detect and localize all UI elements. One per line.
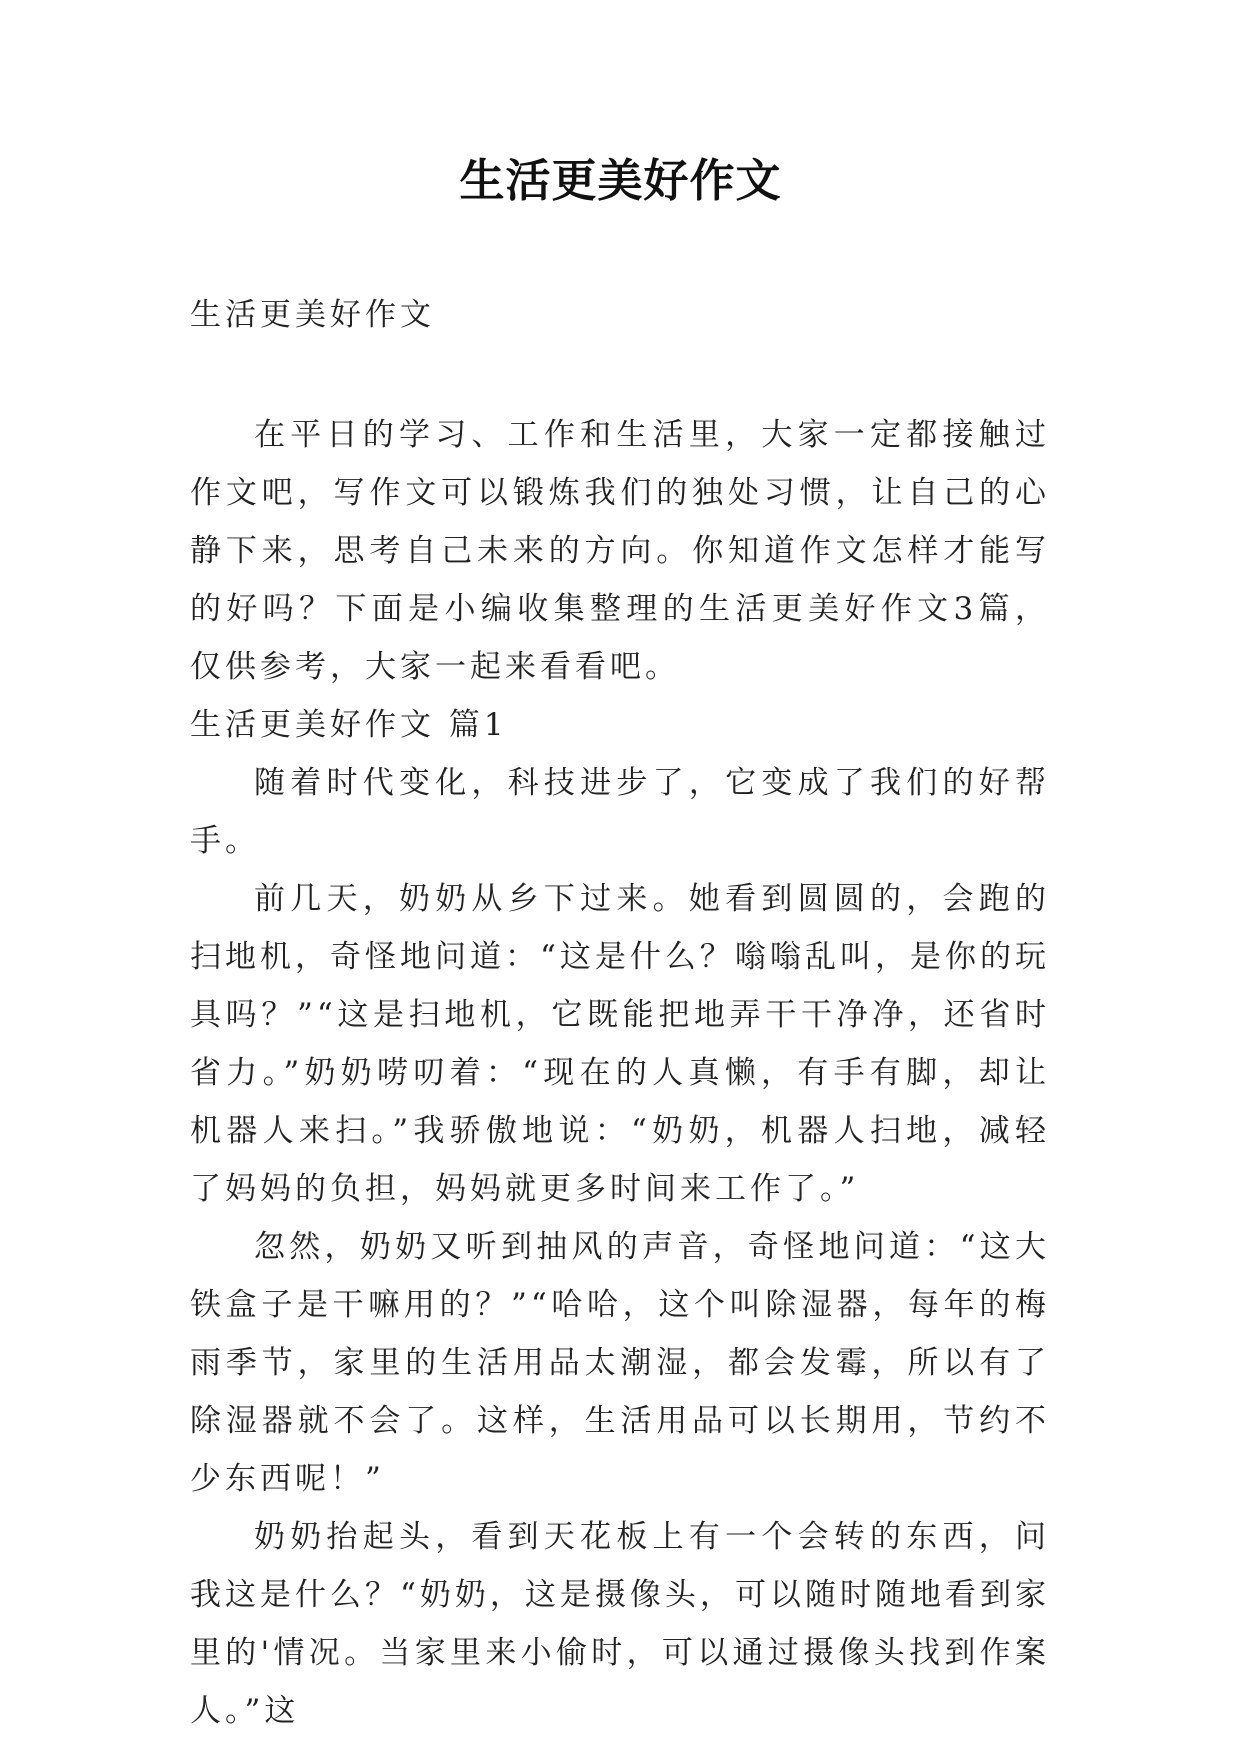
body-paragraph: 前几天，奶奶从乡下过来。她看到圆圆的，会跑的扫地机，奇怪地问道：“这是什么？嗡嗡乱叫，是你的玩具吗？”“这是扫地机，它既能把地弄干干净净，还省时省力。”奶奶唠叨着：“现在的人真懒，有手有脚，却让机器人来扫。”我骄傲地说：“奶奶，机器人扫地，减轻了妈妈的负担，妈妈就更多时间来工作了。” — [190, 881, 1050, 1207]
body-paragraph: 忽然，奶奶又听到抽风的声音，奇怪地问道：“这大铁盒子是干嘛用的？”“哈哈，这个叫除湿器，每年的梅雨季节，家里的生活用品太潮湿，都会发霉，所以有了除湿器就不会了。这样，生活用品可以长期用，节约不少东西呢！” — [190, 1229, 1050, 1497]
document-subtitle: 生活更美好作文 — [190, 297, 435, 333]
section-heading: 生活更美好作文 篇1 — [190, 707, 508, 743]
intro-paragraph: 在平日的学习、工作和生活里，大家一定都接触过作文吧，写作文可以锻炼我们的独处习惯，让自己的心静下来，思考自己未来的方向。你知道作文怎样才能写的好吗？下面是小编收集整理的生活更美好作文3篇，仅供参考，大家一起来看看吧。 — [190, 417, 1050, 685]
body-paragraph: 随着时代变化，科技进步了，它变成了我们的好帮手。 — [190, 765, 1050, 859]
body-paragraph: 奶奶抬起头，看到天花板上有一个会转的东西，问我这是什么？“奶奶，这是摄像头，可以随时随地看到家里的'情况。当家里来小偷时，可以通过摄像头找到作案人。”这 — [190, 1519, 1050, 1729]
document-body — [190, 406, 1050, 1740]
document-title: 生活更美好作文 — [459, 154, 782, 207]
